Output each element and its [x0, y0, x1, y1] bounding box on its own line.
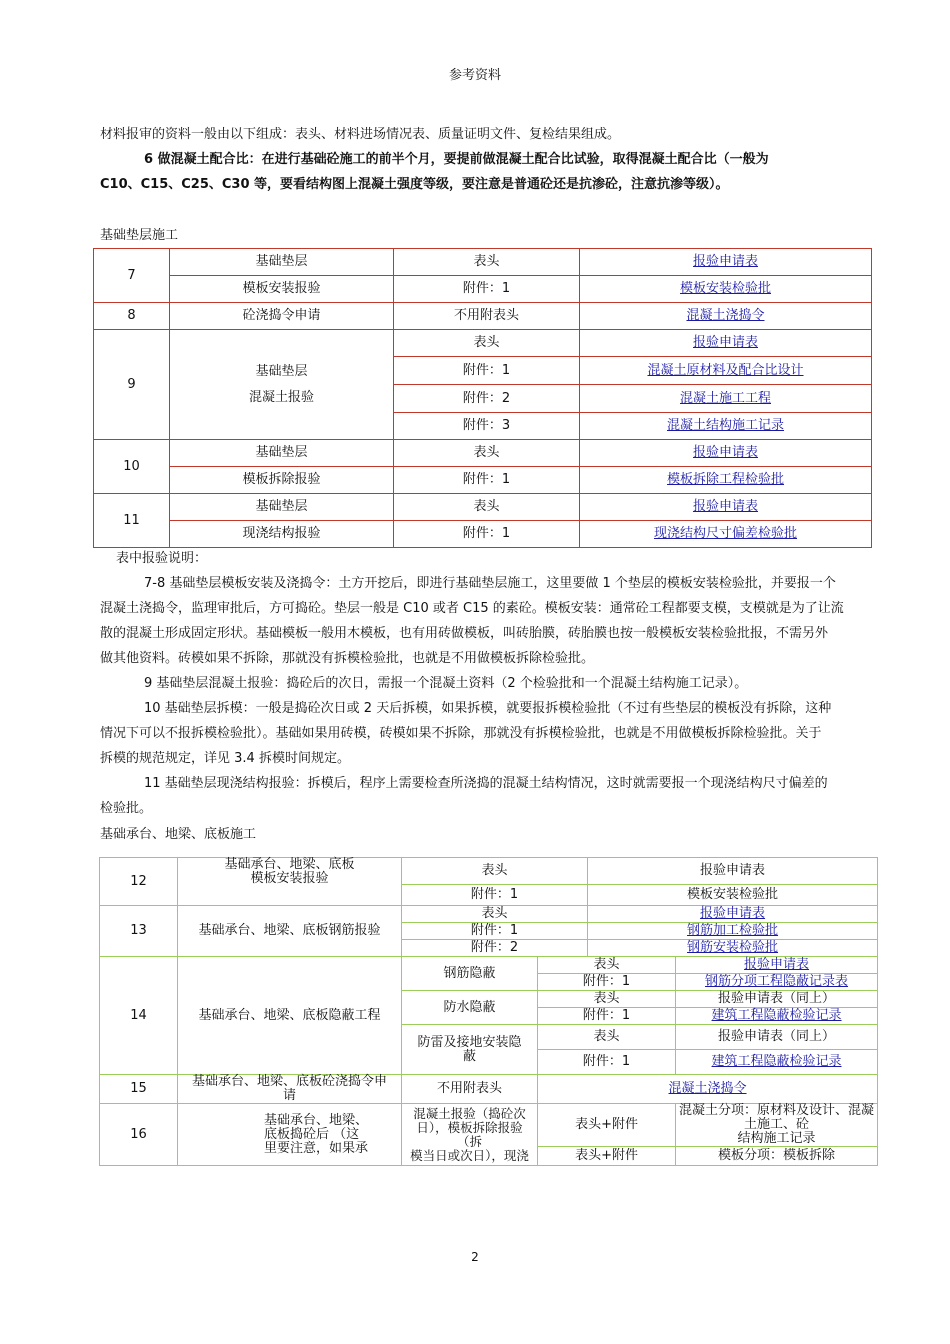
doc-link[interactable]: 混凝土浇捣令 [668, 1081, 747, 1096]
row-number: 7 [94, 249, 170, 303]
item-name: 基础承台、地梁、底板钢筋报验 [178, 906, 402, 957]
table-row [94, 276, 872, 303]
table-row [94, 330, 872, 357]
doc-type: 表头 [394, 330, 580, 357]
table-row [94, 249, 872, 276]
row-number: 13 [100, 906, 178, 957]
doc-type: 表头 [538, 957, 676, 974]
intro-text: 材料报审的资料一般由以下组成：表头、材料进场情况表、质量证明文件、复检结果组成。 [100, 127, 621, 142]
intro-paragraph [100, 122, 880, 197]
doc-type: 附件：2 [394, 385, 580, 413]
doc-type: 表头+附件 [538, 1104, 676, 1147]
doc-type: 附件：1 [538, 1050, 676, 1075]
doc-type: 附件：1 [394, 467, 580, 494]
item-name: 基础垫层 [170, 494, 394, 521]
doc-type: 附件：1 [394, 357, 580, 385]
group-name: 钢筋隐蔽 [402, 957, 538, 991]
table-note: 表中报验说明： [116, 551, 208, 566]
row-number: 16 [100, 1104, 178, 1166]
item-name: 现浇结构报验 [170, 521, 394, 548]
doc-type: 附件：1 [538, 1008, 676, 1025]
doc-type: 附件：1 [402, 885, 588, 906]
doc-link[interactable]: 现浇结构尺寸偏差检验批 [653, 526, 797, 541]
doc-link[interactable]: 建筑工程隐蔽检验记录 [711, 1008, 842, 1023]
item-name: 基础承台、地梁、底板砼浇捣令申 请 [178, 1075, 402, 1104]
page-header: 参考资料 [448, 68, 501, 83]
item-name: 基础垫层 混凝土报验 [170, 330, 394, 440]
table-row [94, 440, 872, 467]
doc-name: 报验申请表（同上） [676, 991, 878, 1008]
table-row [94, 494, 872, 521]
para-7-8: 7-8 基础垫层模板安装及浇捣令：土方开挖后，即进行基础垫层施工，这里要做 1 个垫层的模板安装检验批，并要报一个 [144, 576, 836, 591]
doc-type: 表头+附件 [538, 1147, 676, 1166]
doc-type: 表头 [394, 494, 580, 521]
group-name: 防水隐蔽 [402, 991, 538, 1025]
item-name: 基础垫层 [170, 440, 394, 467]
doc-name: 模板安装检验批 [588, 885, 878, 906]
doc-type: 表头 [394, 249, 580, 276]
doc-type: 附件：1 [394, 276, 580, 303]
doc-link[interactable]: 报验申请表 [700, 906, 766, 921]
doc-link[interactable]: 混凝土施工工程 [679, 390, 771, 406]
row-number: 14 [100, 957, 178, 1075]
table-row [100, 858, 878, 885]
row-number: 12 [100, 858, 178, 906]
doc-link[interactable]: 报验申请表 [692, 445, 758, 460]
doc-link[interactable]: 模板拆除工程检验批 [666, 472, 784, 487]
item-name: 模板安装报验 [170, 276, 394, 303]
doc-link[interactable]: 报验申请表 [692, 335, 758, 350]
doc-link[interactable]: 混凝土浇捣令 [686, 308, 765, 323]
doc-type: 表头 [402, 858, 588, 885]
doc-link[interactable]: 报验申请表 [692, 254, 758, 269]
explanation-block: 7-8 基础垫层模板安装及浇捣令：土方开挖后，即进行基础垫层施工，这里要做 1 个垫层的模板安装检验批，并要报一个 混凝土浇捣令，监理审批后，方可捣砼。垫层一般是 C10 或者 C15 的素砼。模板安装：通常砼工程都要支模，支模就是为了让流 散的混凝土形成固定形状。基础模板一般用木模板，也有用砖做模板，叫砖胎膜，砖胎膜也按一般模板安装检验批报，不需另外 做其他资料。砖模如果不拆除，那就没有拆模检验批，也就是不用做模板拆除检验批。 9 基础垫层混凝土报验：捣砼后的次日，需报一个混凝土资料（2 个检验批和一个混凝土结构施工记录）。 10 基础垫层拆模：一般是捣砼次日或 2 天后拆模，如果拆模，就要报拆模检验批（不过有些垫层的模板没有拆除，这种 情况下可以不报拆模检验批）。基础如果用砖模，砖模如果不拆除，那就没有拆模检验批，也就是不用做模板拆除检验批。关于 拆模的规范规定，详见 3.4 拆模时间规定。 11 基础垫层现浇结构报验：拆模后，程序上需要检查所浇捣的混凝土结构情况，这时就需要报一个现浇结构尺寸偏差的 检验批。 [100, 571, 880, 821]
doc-type: 附件：3 [394, 413, 580, 440]
row-number: 9 [94, 330, 170, 440]
table-row [100, 906, 878, 923]
table-row [100, 957, 878, 974]
section1-title: 基础垫层施工 [100, 228, 179, 243]
doc-type: 附件：2 [402, 940, 588, 957]
doc-type: 表头 [538, 1025, 676, 1050]
row-number: 11 [94, 494, 170, 548]
row-number: 15 [100, 1075, 178, 1104]
doc-link[interactable]: 报验申请表 [744, 957, 810, 972]
para-10: 10 基础垫层拆模：一般是捣砼次日或 2 天后拆模，如果拆模，就要报拆模检验批（不过有些垫层的模板没有拆除，这种 [144, 701, 832, 716]
cushion-table [93, 248, 872, 548]
note6-line2: C10、C15、C25、C30 等，要看结构图上混凝土强度等级，要注意是普通砼还是抗渗砼，注意抗渗等级）。 [100, 177, 729, 192]
doc-link[interactable]: 钢筋分项工程隐蔽记录表 [705, 974, 849, 989]
doc-link[interactable]: 报验申请表 [692, 499, 758, 514]
doc-link[interactable]: 钢筋安装检验批 [687, 940, 779, 955]
para-9: 9 基础垫层混凝土报验：捣砼后的次日，需报一个混凝土资料（2 个检验批和一个混凝土结构施工记录）。 [144, 676, 748, 691]
table-row [94, 521, 872, 548]
page-number: 2 [471, 1250, 479, 1264]
doc-link[interactable]: 建筑工程隐蔽检验记录 [711, 1054, 842, 1069]
item-name: 基础承台、地梁、 底板捣砼后 （这 里要注意，如果承 [178, 1104, 402, 1166]
doc-name: 混凝土分项：原材料及设计、混凝土施工、砼 结构施工记录 [676, 1104, 878, 1147]
doc-type: 表头 [538, 991, 676, 1008]
row-number: 10 [94, 440, 170, 494]
doc-type: 不用附表头 [402, 1075, 538, 1104]
doc-link[interactable]: 混凝土原材料及配合比设计 [647, 362, 804, 378]
table-row [94, 303, 872, 330]
group-name: 防雷及接地安装隐 蔽 [402, 1025, 538, 1075]
doc-name: 模板分项：模板拆除 [676, 1147, 878, 1166]
table-row [100, 1075, 878, 1104]
item-name: 基础承台、地梁、底板隐蔽工程 [178, 957, 402, 1075]
report-content: 混凝土报验（捣砼次 日），模板拆除报验（拆 模当日或次日），现浇 [402, 1104, 538, 1166]
note6-line1: 6 做混凝土配合比：在进行基础砼施工的前半个月，要提前做混凝土配合比试验，取得混凝土配合比（一般为 [144, 152, 769, 167]
doc-link[interactable]: 钢筋加工检验批 [687, 923, 779, 938]
doc-type: 表头 [402, 906, 588, 923]
doc-type: 附件：1 [394, 521, 580, 548]
doc-type: 表头 [394, 440, 580, 467]
doc-link[interactable]: 混凝土结构施工记录 [666, 418, 784, 433]
doc-name: 报验申请表（同上） [676, 1025, 878, 1050]
row-number: 8 [94, 303, 170, 330]
section2-title: 基础承台、地梁、底板施工 [100, 827, 257, 842]
para-11: 11 基础垫层现浇结构报验：拆模后，程序上需要检查所浇捣的混凝土结构情况，这时就需要报一个现浇结构尺寸偏差的 [144, 776, 828, 791]
doc-type: 附件：1 [538, 974, 676, 991]
item-name: 模板拆除报验 [170, 467, 394, 494]
table-row [94, 467, 872, 494]
doc-name: 报验申请表 [588, 858, 878, 885]
item-name: 基础承台、地梁、底板 模板安装报验 [178, 858, 402, 906]
doc-link[interactable]: 模板安装检验批 [679, 281, 771, 296]
table-row [100, 1104, 878, 1147]
item-name: 砼浇捣令申请 [170, 303, 394, 330]
item-name: 基础垫层 [170, 249, 394, 276]
foundation-table [99, 857, 878, 1166]
doc-type: 附件：1 [402, 923, 588, 940]
doc-type: 不用附表头 [394, 303, 580, 330]
